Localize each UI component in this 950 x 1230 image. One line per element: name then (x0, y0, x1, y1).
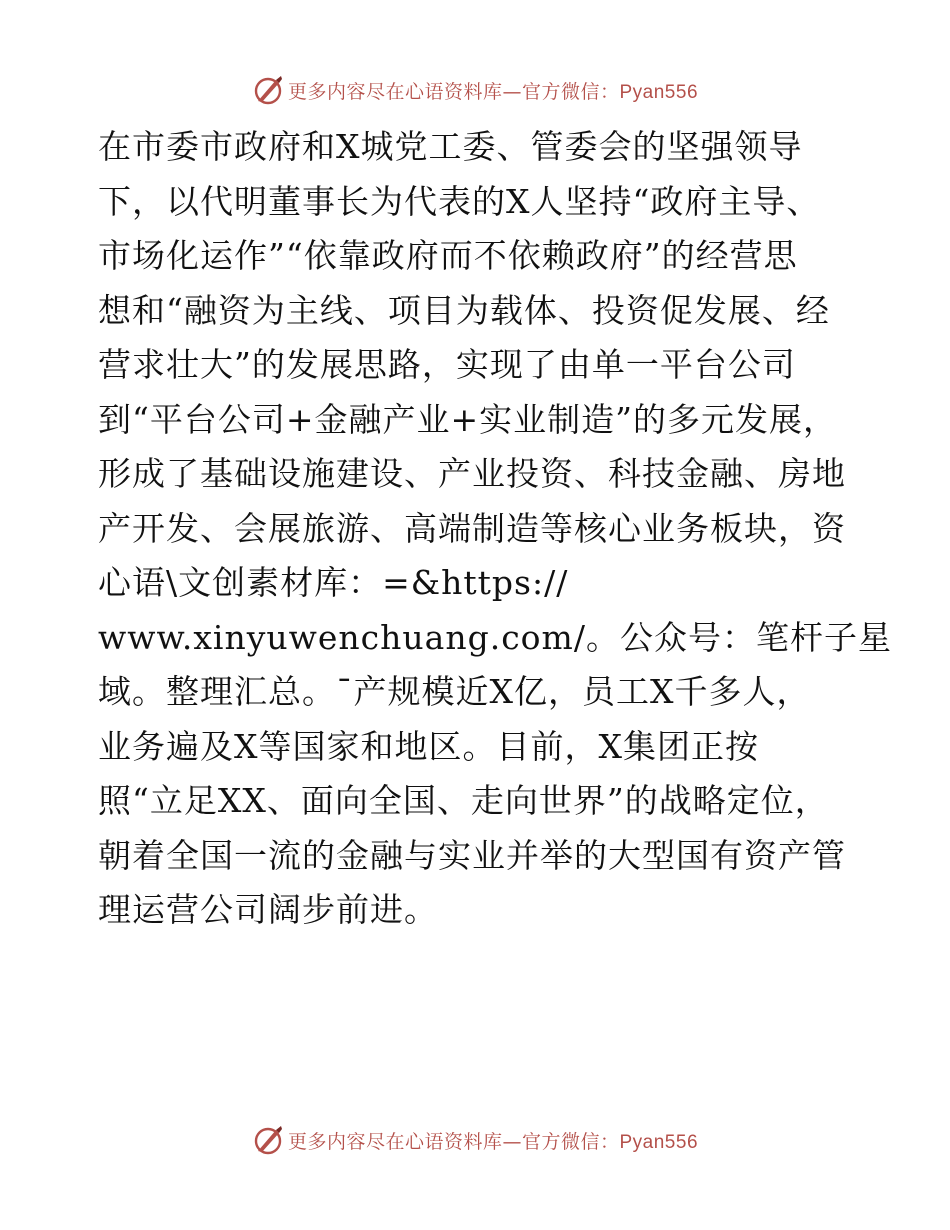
body-line: 市场化运作”“依靠政府而不依赖政府”的经营思 (98, 236, 798, 275)
banner-separator: — (502, 1130, 522, 1153)
banner-text (288, 77, 698, 104)
body-line: 理运营公司阔步前进。 (98, 890, 438, 929)
body-line: 在市委市政府和X城党工委、管委会的坚强领导 (98, 127, 803, 166)
body-line: 业务遍及X等国家和地区。目前，X集团正按 (98, 726, 759, 766)
body-line: 形成了基础设施建设、产业投资、科技金融、房地 (98, 454, 846, 493)
banner-main-text: 更多内容尽在心语资料库 (287, 80, 503, 103)
body-line: 照“立足XX、面向全国、走向世界”的战略定位， (98, 781, 829, 820)
quill-pen-icon (252, 74, 284, 106)
banner-wechat-id: Pyan556 (619, 1131, 699, 1153)
body-line: 到“平台公司+金融产业+实业制造”的多元发展， (98, 399, 838, 439)
body-line: 产开发、会展旅游、高端制造等核心业务板块，资 (98, 508, 846, 548)
body-line: 营求壮大”的发展思路，实现了由单一平台公司 (98, 345, 796, 384)
body-line: 心语\文创素材库：=&https:// (98, 563, 569, 602)
footer-banner (0, 1120, 950, 1160)
banner-text (288, 1127, 698, 1154)
banner-wechat-label: 官方微信： (521, 1130, 620, 1153)
header-banner (0, 70, 950, 110)
body-line: 朝着全国一流的金融与实业并举的大型国有资产管 (98, 835, 846, 875)
banner-separator: — (502, 80, 522, 103)
quill-pen-icon (252, 1124, 284, 1156)
banner-wechat-label: 官方微信： (521, 80, 620, 103)
body-line: 下，以代明董事长为代表的X人坚持“政府主导、 (98, 181, 821, 221)
body-line: 域。整理汇总。¯产规模近X亿，员工X千多人， (98, 672, 811, 711)
body-line: 想和“融资为主线、项目为载体、投资促发展、经 (98, 290, 830, 330)
banner-wechat-id: Pyan556 (619, 81, 699, 103)
body-line: www.xinyuwenchuang.com/。公众号：笔杆子星 (98, 617, 892, 657)
document-body (98, 120, 892, 938)
banner-main-text: 更多内容尽在心语资料库 (287, 1130, 503, 1153)
